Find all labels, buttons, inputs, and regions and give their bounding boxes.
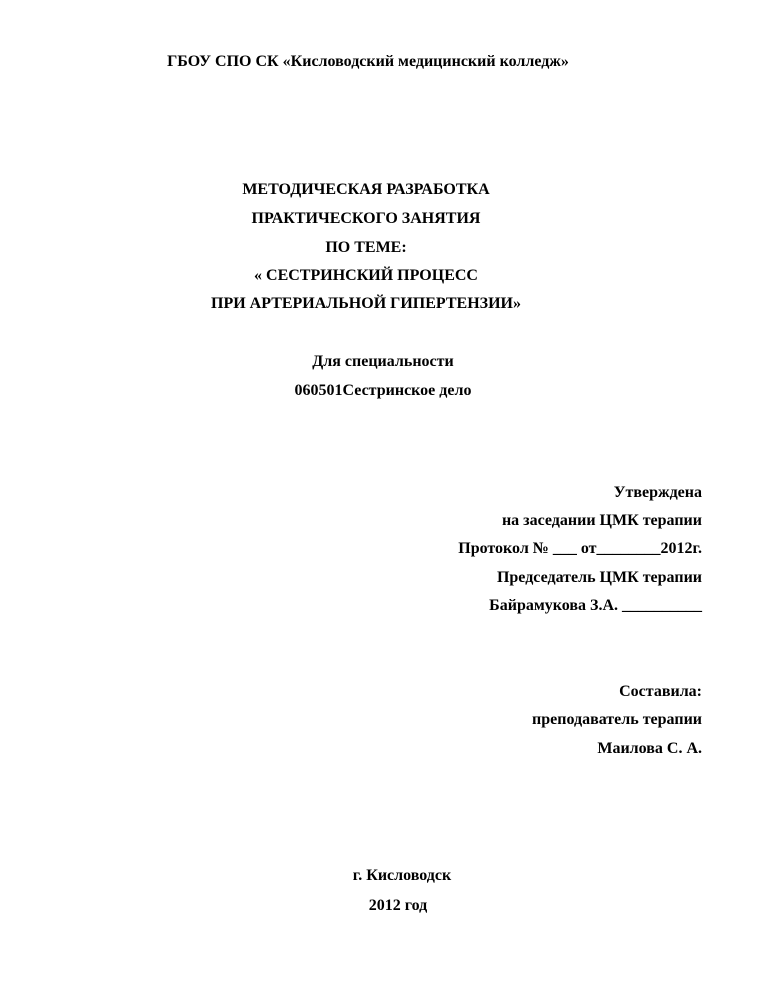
title-line-4: « СЕСТРИНСКИЙ ПРОЦЕСС bbox=[254, 267, 478, 284]
footer-city: г. Кисловодск bbox=[352, 867, 452, 884]
approval-line-2: на заседании ЦМК терапии bbox=[501, 512, 702, 529]
footer-year: 2012 год bbox=[368, 897, 428, 914]
approval-line-3: Протокол № ___ от________2012г. bbox=[458, 540, 702, 557]
approval-line-4: Председатель ЦМК терапии bbox=[496, 569, 702, 586]
specialty-label: Для специальности bbox=[312, 353, 454, 370]
author-line-1: Составила: bbox=[619, 683, 702, 700]
title-line-5: ПРИ АРТЕРИАЛЬНОЙ ГИПЕРТЕНЗИИ» bbox=[211, 295, 521, 312]
title-line-3: ПО ТЕМЕ: bbox=[325, 239, 407, 256]
author-line-2: преподаватель терапии bbox=[532, 711, 702, 728]
specialty-value: 060501Сестринское дело bbox=[294, 382, 472, 399]
author-line-3: Маилова С. А. bbox=[597, 740, 702, 757]
approval-line-1: Утверждена bbox=[613, 484, 702, 501]
approval-line-5: Байрамукова З.А. __________ bbox=[489, 597, 702, 614]
institution-header: ГБОУ СПО СК «Кисловодский медицинский колледж» bbox=[167, 53, 569, 70]
title-line-2: ПРАКТИЧЕСКОГО ЗАНЯТИЯ bbox=[251, 210, 481, 227]
title-line-1: МЕТОДИЧЕСКАЯ РАЗРАБОТКА bbox=[242, 181, 490, 198]
